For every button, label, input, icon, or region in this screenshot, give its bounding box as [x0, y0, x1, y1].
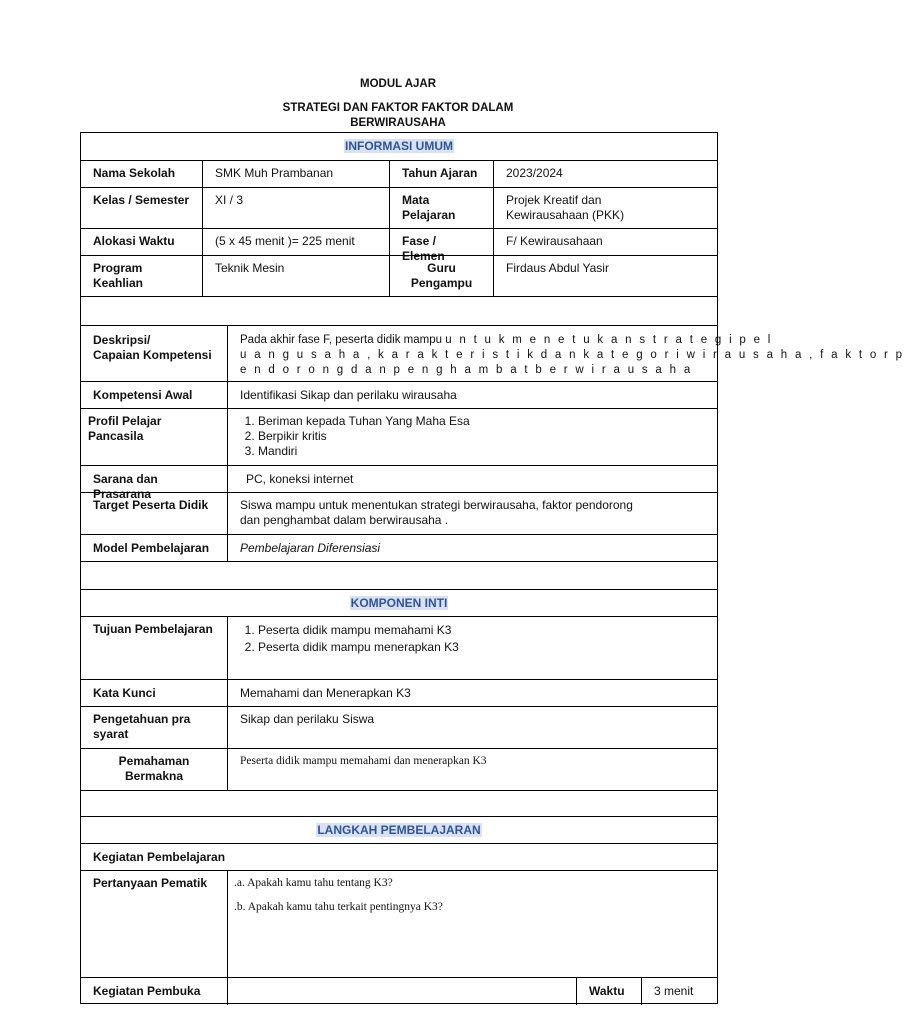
value-target — [227, 493, 719, 534]
row-pemahaman — [81, 748, 717, 790]
value-pengetahuan: Sikap dan perilaku Siswa — [227, 707, 719, 748]
label-sarana: Sarana dan Prasarana — [93, 472, 158, 501]
section-heading: INFORMASI UMUM — [345, 139, 453, 153]
value-program-keahlian: Teknik Mesin — [202, 256, 389, 296]
module-table — [80, 132, 904, 1004]
row-target — [81, 492, 717, 534]
label-pemahaman — [81, 749, 227, 790]
row-kelas — [81, 187, 717, 228]
profil-list — [242, 414, 707, 459]
value-tahun-ajaran: 2023/2024 — [493, 161, 719, 187]
label-deskripsi — [81, 326, 227, 381]
label-pengetahuan — [81, 707, 227, 748]
row-kompetensi-awal — [81, 381, 717, 408]
tujuan-list — [242, 622, 707, 656]
pemahaman-label-line1: Pemahaman — [118, 754, 190, 768]
deskripsi-line2: u a n g u s a h a , k a r a k t e r i s t i k d a n k a t e g o r i w i r a u s a h a , f a k t o r p — [240, 349, 904, 361]
value-deskripsi — [227, 326, 904, 381]
label-tujuan: Tujuan Pembelajaran — [93, 622, 213, 636]
pengetahuan-label-line1: Pengetahuan pra — [93, 712, 191, 726]
label-kata-kunci: Kata Kunci — [93, 686, 156, 700]
label-kompetensi-awal: Kompetensi Awal — [93, 388, 193, 402]
list-item: 1. Beriman kepada Tuhan Yang Maha Esa — [258, 414, 707, 429]
deskripsi-line3: e n d o r o n g d a n p e n g h a m b a t b e r w i r a u s a h a — [240, 364, 693, 376]
row-pengetahuan — [81, 706, 717, 748]
label-tahun-ajaran: Tahun Ajaran — [389, 161, 493, 187]
program-label-line1: Program — [93, 261, 143, 275]
value-pemahaman: Peserta didik mampu memahami dan menerapkan K3 — [227, 749, 719, 790]
list-item: 2. Berpikir kritis — [258, 429, 707, 444]
label-profil-pancasila: Profil Pelajar Pancasila — [88, 414, 162, 443]
section-heading: KOMPONEN INTI — [350, 596, 448, 610]
value-waktu: 3 menit — [641, 978, 719, 1005]
label-mata-pelajaran: Mata Pelajaran — [389, 188, 493, 228]
row-tujuan — [81, 616, 717, 679]
document-title: MODUL AJAR — [359, 78, 437, 90]
pertanyaan-a: .a. Apakah kamu tahu tentang K3? — [234, 877, 393, 889]
document-subtitle-line1: STRATEGI DAN FAKTOR FAKTOR DALAM — [282, 102, 514, 114]
label-target: Target Peserta Didik — [93, 498, 209, 512]
list-item: 1. Peserta didik mampu memahami K3 — [258, 622, 707, 639]
row-deskripsi — [81, 325, 904, 381]
label-alokasi-waktu: Alokasi Waktu — [93, 234, 175, 248]
value-nama-sekolah: SMK Muh Prambanan — [202, 161, 389, 187]
section-komponen-inti — [81, 589, 717, 616]
row-program — [81, 255, 717, 296]
deskripsi-line1-b: u n t u k m e n e t u k a n s t r a t e g i p e l — [445, 334, 773, 346]
pertanyaan-b: .b. Apakah kamu tahu terkait pentingnya K3? — [234, 901, 443, 913]
row-model — [81, 534, 717, 561]
value-kelas: XI / 3 — [202, 188, 389, 228]
pemahaman-label-line2: Bermakna — [124, 769, 184, 783]
value-model: Pembelajaran Diferensiasi — [227, 535, 719, 561]
list-item: 3. Mandiri — [258, 444, 707, 459]
deskripsi-label-line1: Deskripsi/ — [93, 333, 151, 347]
deskripsi-line1-a: Pada akhir fase F, peserta didik mampu — [240, 334, 446, 346]
label-program-keahlian — [81, 256, 202, 296]
value-kata-kunci: Memahami dan Menerapkan K3 — [227, 680, 719, 706]
row-kata-kunci — [81, 679, 717, 706]
value-sarana: PC, koneksi internet — [227, 466, 719, 492]
row-profil-pancasila — [81, 408, 717, 465]
list-item: 2. Peserta didik mampu menerapkan K3 — [258, 639, 707, 656]
value-profil-pancasila — [227, 409, 719, 465]
spacer-row — [81, 561, 717, 589]
value-mata-pelajaran — [493, 188, 719, 228]
value-pertanyaan-pematik — [227, 871, 719, 977]
row-alokasi — [81, 228, 717, 263]
label-kegiatan-pembuka: Kegiatan Pembuka — [93, 984, 201, 998]
value-kompetensi-awal: Identifikasi Sikap dan perilaku wirausaha — [227, 382, 719, 408]
guru-label-line1: Guru — [427, 261, 456, 275]
value-guru-pengampu: Firdaus Abdul Yasir — [493, 256, 719, 296]
label-waktu: Waktu — [576, 978, 641, 1005]
value-fase-elemen: F/ Kewirausahaan — [493, 229, 719, 255]
label-kegiatan-pembelajaran: Kegiatan Pembelajaran — [93, 850, 226, 864]
label-nama-sekolah: Nama Sekolah — [93, 166, 176, 180]
guru-label-line2: Pengampu — [410, 276, 473, 290]
row-sarana — [81, 465, 717, 501]
pengetahuan-label-line2: syarat — [93, 727, 129, 741]
value-kegiatan-pembuka — [227, 978, 576, 1005]
section-langkah — [81, 816, 717, 843]
spacer-row — [81, 790, 717, 816]
target-line2: dan penghambat dalam berwirausaha . — [240, 513, 449, 527]
program-label-line2: Keahlian — [93, 276, 144, 290]
target-line1: Siswa mampu untuk menentukan strategi berwirausaha, faktor pendorong — [240, 498, 633, 512]
mapel-line1: Projek Kreatif dan — [506, 193, 602, 207]
spacer-row — [81, 296, 717, 325]
section-informasi-umum — [81, 133, 717, 160]
row-pertanyaan — [81, 870, 717, 977]
value-alokasi-waktu: (5 x 45 menit )= 225 menit — [202, 229, 389, 255]
deskripsi-label-line2: Capaian Kompetensi — [93, 348, 212, 362]
value-tujuan — [227, 617, 719, 679]
document-subtitle-line2: BERWIRAUSAHA — [350, 117, 446, 129]
label-pertanyaan-pematik: Pertanyaan Pematik — [93, 876, 208, 890]
label-model: Model Pembelajaran — [93, 541, 210, 555]
row-nama-sekolah — [81, 160, 717, 187]
label-kelas: Kelas / Semester — [93, 193, 190, 207]
section-heading: LANGKAH PEMBELAJARAN — [317, 823, 481, 837]
mapel-line2: Kewirausahaan (PKK) — [506, 208, 625, 222]
row-kegiatan-pembuka — [81, 977, 717, 1005]
label-fase-elemen: Fase / Elemen — [389, 229, 493, 255]
row-kegiatan — [81, 843, 717, 870]
label-guru-pengampu — [389, 256, 493, 296]
